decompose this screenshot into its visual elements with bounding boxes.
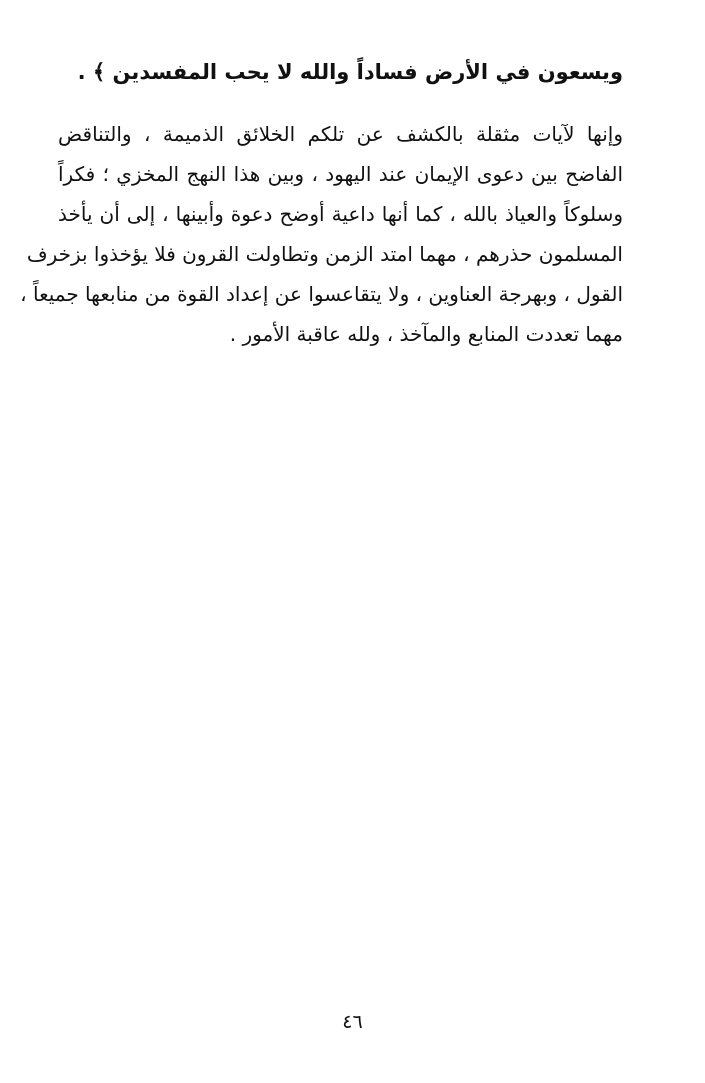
quran-verse-line: ويسعون في الأرض فساداً والله لا يحب المفسدين ﴾ . (77, 60, 623, 84)
paragraph-line: مهما تعددت المنابع والمآخذ ، ولله عاقبة الأمور . (229, 322, 623, 346)
text-block (20, 52, 623, 354)
paragraph-line: وإنها لآيات مثقلة بالكشف عن تلكم الخلائق الذميمة ، والتناقض (58, 122, 623, 146)
body-paragraph (20, 114, 623, 354)
paragraph-line: الفاضح بين دعوى الإيمان عند اليهود ، وبين هذا النهج المخزي ؛ فكراً (58, 162, 623, 186)
paragraph-line: وسلوكاً والعياذ بالله ، كما أنها داعية أوضح دعوة وأبينها ، إلى أن يأخذ (58, 202, 623, 226)
paragraph-line: المسلمون حذرهم ، مهما امتد الزمن وتطاولت القرون فلا يؤخذوا بزخرف (26, 242, 623, 266)
paragraph-line: القول ، وبهرجة العناوين ، ولا يتقاعسوا عن إعداد القوة من منابعها جميعاً ، (20, 282, 623, 306)
page-number: ٤٦ (342, 1011, 363, 1033)
